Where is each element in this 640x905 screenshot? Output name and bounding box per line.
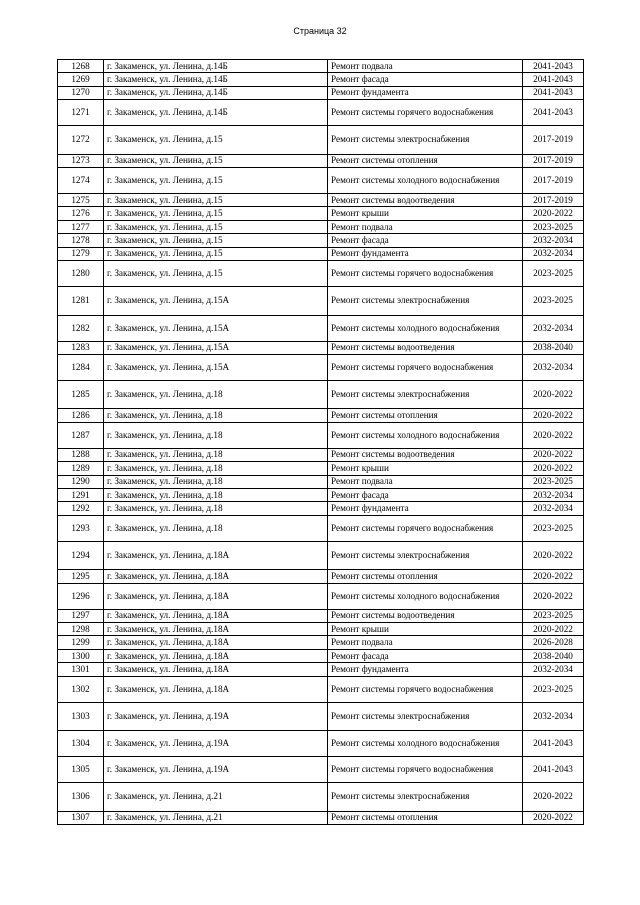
- row-number: 1272: [58, 126, 104, 155]
- row-address: г. Закаменск, ул. Ленина, д.15: [104, 207, 328, 220]
- table-row: [58, 757, 584, 783]
- row-work-type: Ремонт подвала: [328, 636, 523, 649]
- row-period: 2023-2025: [523, 261, 584, 287]
- table-row: [58, 247, 584, 260]
- table-row: [58, 502, 584, 515]
- row-address: г. Закаменск, ул. Ленина, д.18А: [104, 636, 328, 649]
- row-number: 1271: [58, 100, 104, 126]
- table-row: [58, 811, 584, 824]
- row-address: г. Закаменск, ул. Ленина, д.15: [104, 126, 328, 155]
- row-period: 2023-2025: [523, 475, 584, 488]
- row-number: 1278: [58, 234, 104, 247]
- table-row: [58, 570, 584, 583]
- table-row: [58, 636, 584, 649]
- row-address: г. Закаменск, ул. Ленина, д.15А: [104, 341, 328, 354]
- row-address: г. Закаменск, ул. Ленина, д.18: [104, 462, 328, 475]
- table-row: [58, 462, 584, 475]
- table-row: [58, 207, 584, 220]
- row-address: г. Закаменск, ул. Ленина, д.15А: [104, 287, 328, 316]
- row-work-type: Ремонт системы электроснабжения: [328, 702, 523, 731]
- row-period: 2041-2043: [523, 731, 584, 757]
- row-work-type: Ремонт системы электроснабжения: [328, 541, 523, 570]
- table-row: [58, 100, 584, 126]
- table-row: [58, 731, 584, 757]
- table-row: [58, 475, 584, 488]
- row-address: г. Закаменск, ул. Ленина, д.15: [104, 194, 328, 207]
- row-work-type: Ремонт системы горячего водоснабжения: [328, 757, 523, 783]
- table-row: [58, 287, 584, 316]
- row-work-type: Ремонт подвала: [328, 220, 523, 233]
- row-period: 2032-2034: [523, 502, 584, 515]
- table-row: [58, 583, 584, 609]
- row-address: г. Закаменск, ул. Ленина, д.18А: [104, 676, 328, 702]
- row-number: 1305: [58, 757, 104, 783]
- row-work-type: Ремонт фасада: [328, 488, 523, 501]
- row-address: г. Закаменск, ул. Ленина, д.15А: [104, 354, 328, 380]
- row-period: 2041-2043: [523, 757, 584, 783]
- row-address: г. Закаменск, ул. Ленина, д.18А: [104, 649, 328, 662]
- row-number: 1303: [58, 702, 104, 731]
- row-period: 2020-2022: [523, 583, 584, 609]
- row-number: 1279: [58, 247, 104, 260]
- row-address: г. Закаменск, ул. Ленина, д.18: [104, 380, 328, 409]
- row-work-type: Ремонт фундамента: [328, 502, 523, 515]
- row-period: 2020-2022: [523, 783, 584, 812]
- row-period: 2020-2022: [523, 623, 584, 636]
- row-period: 2032-2034: [523, 663, 584, 676]
- row-period: 2032-2034: [523, 315, 584, 341]
- row-number: 1300: [58, 649, 104, 662]
- row-work-type: Ремонт системы водоотведения: [328, 448, 523, 461]
- row-address: г. Закаменск, ул. Ленина, д.18А: [104, 541, 328, 570]
- row-period: 2020-2022: [523, 409, 584, 422]
- row-period: 2023-2025: [523, 609, 584, 622]
- table-row: [58, 515, 584, 541]
- row-work-type: Ремонт системы отопления: [328, 811, 523, 824]
- table-row: [58, 60, 584, 73]
- row-number: 1304: [58, 731, 104, 757]
- table-row: [58, 609, 584, 622]
- row-number: 1301: [58, 663, 104, 676]
- row-work-type: Ремонт системы холодного водоснабжения: [328, 422, 523, 448]
- row-number: 1275: [58, 194, 104, 207]
- row-period: 2023-2025: [523, 220, 584, 233]
- table-row: [58, 623, 584, 636]
- row-work-type: Ремонт подвала: [328, 60, 523, 73]
- row-work-type: Ремонт системы горячего водоснабжения: [328, 515, 523, 541]
- row-work-type: Ремонт крыши: [328, 623, 523, 636]
- row-period: 2023-2025: [523, 287, 584, 316]
- row-number: 1299: [58, 636, 104, 649]
- row-work-type: Ремонт фундамента: [328, 663, 523, 676]
- row-number: 1274: [58, 168, 104, 194]
- row-address: г. Закаменск, ул. Ленина, д.14Б: [104, 60, 328, 73]
- row-work-type: Ремонт системы отопления: [328, 154, 523, 167]
- row-address: г. Закаменск, ул. Ленина, д.19А: [104, 731, 328, 757]
- table-row: [58, 783, 584, 812]
- row-work-type: Ремонт фасада: [328, 649, 523, 662]
- row-number: 1306: [58, 783, 104, 812]
- table-row: [58, 73, 584, 86]
- table-row: [58, 220, 584, 233]
- table-row: [58, 663, 584, 676]
- row-number: 1302: [58, 676, 104, 702]
- row-number: 1288: [58, 448, 104, 461]
- row-work-type: Ремонт системы холодного водоснабжения: [328, 731, 523, 757]
- row-work-type: Ремонт системы горячего водоснабжения: [328, 100, 523, 126]
- table-row: [58, 409, 584, 422]
- row-work-type: Ремонт системы горячего водоснабжения: [328, 261, 523, 287]
- row-work-type: Ремонт системы электроснабжения: [328, 126, 523, 155]
- row-period: 2032-2034: [523, 247, 584, 260]
- table-row: [58, 380, 584, 409]
- row-number: 1298: [58, 623, 104, 636]
- row-work-type: Ремонт системы холодного водоснабжения: [328, 315, 523, 341]
- table-row: [58, 702, 584, 731]
- row-period: 2023-2025: [523, 676, 584, 702]
- row-period: 2020-2022: [523, 422, 584, 448]
- row-period: 2041-2043: [523, 86, 584, 99]
- row-address: г. Закаменск, ул. Ленина, д.21: [104, 783, 328, 812]
- table-row: [58, 676, 584, 702]
- row-period: 2020-2022: [523, 811, 584, 824]
- row-number: 1296: [58, 583, 104, 609]
- row-period: 2041-2043: [523, 100, 584, 126]
- row-work-type: Ремонт фасада: [328, 73, 523, 86]
- row-work-type: Ремонт системы холодного водоснабжения: [328, 583, 523, 609]
- row-address: г. Закаменск, ул. Ленина, д.15А: [104, 315, 328, 341]
- row-work-type: Ремонт системы холодного водоснабжения: [328, 168, 523, 194]
- row-address: г. Закаменск, ул. Ленина, д.18А: [104, 609, 328, 622]
- row-number: 1273: [58, 154, 104, 167]
- row-address: г. Закаменск, ул. Ленина, д.15: [104, 247, 328, 260]
- row-period: 2017-2019: [523, 154, 584, 167]
- table-row: [58, 234, 584, 247]
- row-period: 2038-2040: [523, 649, 584, 662]
- table-row: [58, 541, 584, 570]
- table-row: [58, 154, 584, 167]
- row-address: г. Закаменск, ул. Ленина, д.14Б: [104, 100, 328, 126]
- row-work-type: Ремонт фундамента: [328, 247, 523, 260]
- row-period: 2041-2043: [523, 73, 584, 86]
- row-address: г. Закаменск, ул. Ленина, д.18: [104, 409, 328, 422]
- row-number: 1297: [58, 609, 104, 622]
- row-address: г. Закаменск, ул. Ленина, д.15: [104, 168, 328, 194]
- row-period: 2032-2034: [523, 234, 584, 247]
- row-work-type: Ремонт фасада: [328, 234, 523, 247]
- row-number: 1294: [58, 541, 104, 570]
- row-address: г. Закаменск, ул. Ленина, д.19А: [104, 757, 328, 783]
- row-period: 2023-2025: [523, 515, 584, 541]
- row-period: 2020-2022: [523, 570, 584, 583]
- table-body: [58, 60, 584, 825]
- row-address: г. Закаменск, ул. Ленина, д.14Б: [104, 86, 328, 99]
- table-row: [58, 194, 584, 207]
- row-address: г. Закаменск, ул. Ленина, д.15: [104, 261, 328, 287]
- row-work-type: Ремонт системы электроснабжения: [328, 783, 523, 812]
- row-work-type: Ремонт подвала: [328, 475, 523, 488]
- row-number: 1285: [58, 380, 104, 409]
- row-work-type: Ремонт системы водоотведения: [328, 194, 523, 207]
- row-number: 1292: [58, 502, 104, 515]
- row-address: г. Закаменск, ул. Ленина, д.18: [104, 515, 328, 541]
- row-number: 1281: [58, 287, 104, 316]
- row-period: 2020-2022: [523, 380, 584, 409]
- row-period: 2017-2019: [523, 168, 584, 194]
- row-number: 1270: [58, 86, 104, 99]
- row-address: г. Закаменск, ул. Ленина, д.18: [104, 422, 328, 448]
- row-period: 2017-2019: [523, 126, 584, 155]
- row-period: 2020-2022: [523, 462, 584, 475]
- row-number: 1280: [58, 261, 104, 287]
- row-address: г. Закаменск, ул. Ленина, д.15: [104, 154, 328, 167]
- row-work-type: Ремонт крыши: [328, 207, 523, 220]
- row-work-type: Ремонт системы отопления: [328, 570, 523, 583]
- row-address: г. Закаменск, ул. Ленина, д.15: [104, 234, 328, 247]
- table-row: [58, 168, 584, 194]
- row-address: г. Закаменск, ул. Ленина, д.15: [104, 220, 328, 233]
- table-row: [58, 315, 584, 341]
- table-row: [58, 261, 584, 287]
- row-period: 2032-2034: [523, 702, 584, 731]
- row-number: 1282: [58, 315, 104, 341]
- page-title: Страница 32: [293, 26, 347, 36]
- row-number: 1277: [58, 220, 104, 233]
- table-row: [58, 422, 584, 448]
- works-table: [57, 59, 584, 825]
- row-work-type: Ремонт системы электроснабжения: [328, 380, 523, 409]
- table-row: [58, 649, 584, 662]
- row-address: г. Закаменск, ул. Ленина, д.18: [104, 475, 328, 488]
- row-period: 2017-2019: [523, 194, 584, 207]
- table-row: [58, 354, 584, 380]
- row-period: 2032-2034: [523, 354, 584, 380]
- row-work-type: Ремонт фундамента: [328, 86, 523, 99]
- table-row: [58, 341, 584, 354]
- row-work-type: Ремонт системы отопления: [328, 409, 523, 422]
- row-number: 1290: [58, 475, 104, 488]
- row-work-type: Ремонт крыши: [328, 462, 523, 475]
- row-number: 1286: [58, 409, 104, 422]
- row-number: 1289: [58, 462, 104, 475]
- row-work-type: Ремонт системы электроснабжения: [328, 287, 523, 316]
- row-address: г. Закаменск, ул. Ленина, д.18: [104, 448, 328, 461]
- row-address: г. Закаменск, ул. Ленина, д.18А: [104, 583, 328, 609]
- row-address: г. Закаменск, ул. Ленина, д.18: [104, 502, 328, 515]
- row-address: г. Закаменск, ул. Ленина, д.21: [104, 811, 328, 824]
- row-number: 1291: [58, 488, 104, 501]
- row-work-type: Ремонт системы горячего водоснабжения: [328, 354, 523, 380]
- row-address: г. Закаменск, ул. Ленина, д.18А: [104, 570, 328, 583]
- row-period: 2038-2040: [523, 341, 584, 354]
- row-period: 2020-2022: [523, 541, 584, 570]
- row-work-type: Ремонт системы горячего водоснабжения: [328, 676, 523, 702]
- table-row: [58, 448, 584, 461]
- row-address: г. Закаменск, ул. Ленина, д.18А: [104, 623, 328, 636]
- row-work-type: Ремонт системы водоотведения: [328, 609, 523, 622]
- row-address: г. Закаменск, ул. Ленина, д.14Б: [104, 73, 328, 86]
- table-row: [58, 126, 584, 155]
- row-period: 2032-2034: [523, 488, 584, 501]
- row-period: 2026-2028: [523, 636, 584, 649]
- table-row: [58, 488, 584, 501]
- row-number: 1293: [58, 515, 104, 541]
- row-number: 1307: [58, 811, 104, 824]
- row-number: 1283: [58, 341, 104, 354]
- row-number: 1268: [58, 60, 104, 73]
- row-period: 2020-2022: [523, 207, 584, 220]
- row-work-type: Ремонт системы водоотведения: [328, 341, 523, 354]
- row-number: 1287: [58, 422, 104, 448]
- row-number: 1276: [58, 207, 104, 220]
- row-number: 1284: [58, 354, 104, 380]
- row-number: 1295: [58, 570, 104, 583]
- row-period: 2041-2043: [523, 60, 584, 73]
- row-address: г. Закаменск, ул. Ленина, д.18: [104, 488, 328, 501]
- row-address: г. Закаменск, ул. Ленина, д.19А: [104, 702, 328, 731]
- row-number: 1269: [58, 73, 104, 86]
- row-period: 2020-2022: [523, 448, 584, 461]
- row-address: г. Закаменск, ул. Ленина, д.18А: [104, 663, 328, 676]
- table-row: [58, 86, 584, 99]
